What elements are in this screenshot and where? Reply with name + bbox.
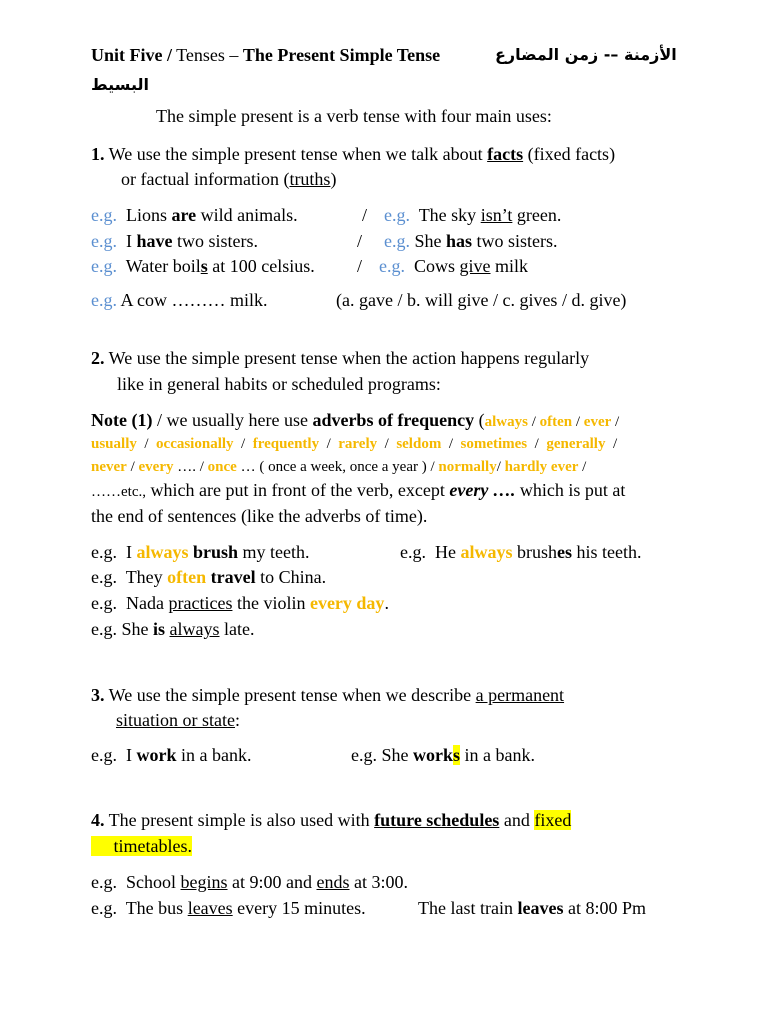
text-span: or factual information ( bbox=[121, 169, 290, 189]
adverb: seldom bbox=[396, 436, 442, 452]
text-span: at 8:00 Pm bbox=[563, 898, 646, 918]
text-span: School bbox=[126, 872, 181, 892]
eg-label: e.g. bbox=[91, 256, 117, 276]
lesson-title: The Present Simple Tense bbox=[242, 45, 441, 65]
note-line-2: usually / occasionally / frequently / rarely / seldom / sometimes / generally / bbox=[91, 436, 618, 452]
example-row-2 bbox=[91, 230, 258, 252]
text-span: ……etc., bbox=[91, 484, 146, 500]
eg-label: e.g. bbox=[91, 872, 117, 892]
adverb: always bbox=[484, 414, 528, 430]
verb: brush bbox=[193, 542, 239, 562]
eg-label: e.g. bbox=[384, 231, 410, 251]
arabic-title-cont: البسيط bbox=[91, 75, 149, 94]
text-span: in a bank. bbox=[460, 745, 535, 765]
facts-term: facts bbox=[487, 144, 524, 164]
schedule-example-1 bbox=[91, 871, 408, 893]
timetables-highlight bbox=[91, 836, 192, 856]
note-line-4 bbox=[91, 479, 625, 503]
adverb: often bbox=[167, 567, 207, 587]
example-row-2-right bbox=[384, 230, 558, 252]
eg-label: e.g. bbox=[91, 290, 117, 310]
eg-label: e.g. bbox=[91, 205, 117, 225]
arabic-title: الأزمنة –- زمن المضارع bbox=[495, 45, 677, 64]
adverb: hardly ever bbox=[504, 459, 579, 475]
state-example-1 bbox=[91, 744, 251, 766]
eg-label: e.g. bbox=[91, 542, 117, 562]
text-span: and bbox=[499, 810, 535, 830]
adverb: ever bbox=[583, 414, 612, 430]
note-line-3: never / every …. / once … ( once a week, once a year ) / normally/ hardly ever / bbox=[91, 459, 587, 475]
adverb: rarely bbox=[338, 436, 378, 452]
text-span: at 100 celsius. bbox=[207, 256, 315, 276]
verb: has bbox=[446, 231, 473, 251]
verb: begins bbox=[180, 872, 228, 892]
text-span: ( bbox=[474, 410, 485, 430]
verb: isn’t bbox=[480, 205, 513, 225]
text-span: which are put in front of the verb, except bbox=[145, 480, 450, 500]
use-number: 3. bbox=[91, 685, 105, 705]
adverb: always bbox=[136, 542, 189, 562]
verb: travel bbox=[210, 567, 256, 587]
text-span: She bbox=[414, 231, 446, 251]
note-line-5: the end of sentences (like the adverbs of time). bbox=[91, 506, 428, 526]
text-span: two sisters. bbox=[172, 231, 258, 251]
note-label: Note (1) bbox=[91, 410, 153, 430]
eg-label: e.g. bbox=[351, 745, 377, 765]
text-span: I bbox=[126, 542, 137, 562]
use-3-text: We use the simple present tense when we describe bbox=[104, 685, 476, 705]
title-line bbox=[91, 44, 440, 66]
use-4-heading bbox=[91, 809, 571, 831]
adverb: often bbox=[539, 414, 573, 430]
use-2-heading bbox=[91, 347, 589, 369]
text-span: She bbox=[117, 619, 153, 639]
text-span: at 3:00. bbox=[349, 872, 408, 892]
verb: leaves bbox=[517, 898, 564, 918]
use-2-text: We use the simple present tense when the action happens regularly bbox=[104, 348, 590, 368]
adverb: never bbox=[91, 459, 127, 475]
slash: / bbox=[357, 231, 363, 251]
text-span: The bus bbox=[125, 898, 188, 918]
text-span: ) bbox=[330, 169, 337, 189]
verb: work bbox=[136, 745, 177, 765]
use-number: 2. bbox=[91, 348, 105, 368]
text-span: Lions bbox=[126, 205, 172, 225]
text-span: milk bbox=[490, 256, 529, 276]
text-span: Water boil bbox=[125, 256, 201, 276]
question-line bbox=[91, 289, 268, 311]
text-span: to China. bbox=[255, 567, 327, 587]
text-span: . bbox=[384, 593, 389, 613]
verb: work bbox=[413, 745, 453, 765]
eg-label: e.g. bbox=[91, 745, 117, 765]
use-2-heading-cont: like in general habits or scheduled programs: bbox=[117, 374, 441, 394]
adverb: usually bbox=[91, 436, 137, 452]
adverb: every bbox=[138, 459, 174, 475]
eg-label: e.g. bbox=[91, 567, 117, 587]
verb: have bbox=[136, 231, 173, 251]
text-span: She bbox=[377, 745, 413, 765]
eg-label: e.g. bbox=[91, 593, 117, 613]
adverb: frequently bbox=[252, 436, 320, 452]
text-span: the violin bbox=[232, 593, 310, 613]
slash: / bbox=[362, 205, 368, 225]
text-span: Cows bbox=[414, 256, 460, 276]
question-options: (a. gave / b. will give / c. gives / d. give) bbox=[336, 290, 627, 310]
intro-text: The simple present is a verb tense with four main uses: bbox=[156, 106, 552, 126]
eg-label: e.g. bbox=[91, 619, 117, 639]
every-term: every …. bbox=[449, 480, 516, 500]
text-span: every 15 minutes. bbox=[232, 898, 366, 918]
habit-example-1 bbox=[91, 541, 310, 563]
verb: give bbox=[459, 256, 491, 276]
schedule-example-3 bbox=[418, 897, 646, 919]
use-3-heading-cont bbox=[116, 709, 240, 731]
verb: practices bbox=[168, 593, 233, 613]
text-span: my teeth. bbox=[238, 542, 310, 562]
text-span: : bbox=[234, 710, 240, 730]
use-1-text: We use the simple present tense when we talk about bbox=[104, 144, 488, 164]
text-span: at 9:00 and bbox=[227, 872, 317, 892]
unit-label: Unit Five / bbox=[91, 45, 172, 65]
text-span: Nada bbox=[126, 593, 169, 613]
adverb: always bbox=[460, 542, 513, 562]
adverb: occasionally bbox=[156, 436, 234, 452]
truths-term: truths bbox=[289, 169, 331, 189]
example-row-1 bbox=[91, 204, 298, 226]
time-phrase: every day bbox=[309, 593, 385, 613]
use-1-heading bbox=[91, 143, 615, 165]
habit-example-2 bbox=[91, 566, 326, 588]
schedules-term: future schedules bbox=[374, 810, 500, 830]
adverb: generally bbox=[546, 436, 606, 452]
use-4-heading-cont bbox=[91, 835, 192, 857]
habit-example-4 bbox=[91, 618, 254, 640]
adverbs-term: adverbs of frequency bbox=[312, 410, 475, 430]
text-span: / we usually here use bbox=[152, 410, 313, 430]
state-example-2 bbox=[351, 744, 535, 766]
text-span: … ( once a week, once a year ) / bbox=[236, 459, 439, 475]
adverb: sometimes bbox=[460, 436, 528, 452]
slash: / bbox=[357, 256, 363, 276]
verb-ending: s bbox=[453, 745, 461, 765]
verb-ending: s bbox=[200, 256, 208, 276]
use-number: 4. bbox=[91, 810, 105, 830]
text-span: late. bbox=[219, 619, 255, 639]
text-span: I bbox=[126, 745, 137, 765]
example-row-3-right bbox=[379, 255, 528, 277]
state-term: situation or state bbox=[116, 710, 235, 730]
adverb: normally bbox=[438, 459, 497, 475]
use-1-text-end: (fixed facts) bbox=[523, 144, 616, 164]
text-span: …. / bbox=[173, 459, 208, 475]
text-span: The last train bbox=[418, 898, 518, 918]
tenses-label: Tenses – bbox=[172, 45, 243, 65]
adverb: always bbox=[169, 619, 220, 639]
use-1-heading-cont bbox=[121, 168, 336, 190]
text-span: two sisters. bbox=[472, 231, 558, 251]
verb: is bbox=[153, 619, 166, 639]
text-span: wild animals. bbox=[196, 205, 298, 225]
text-span: I bbox=[126, 231, 137, 251]
text-span: He bbox=[435, 542, 461, 562]
habit-example-1-right bbox=[400, 541, 642, 563]
adverb: once bbox=[207, 459, 237, 475]
example-row-3 bbox=[91, 255, 315, 277]
text-span: which is put at bbox=[515, 480, 626, 500]
verb: ends bbox=[316, 872, 350, 892]
eg-label: e.g. bbox=[91, 898, 117, 918]
permanent-term: a permanent bbox=[475, 685, 565, 705]
text-span: his teeth. bbox=[572, 542, 642, 562]
use-3-heading bbox=[91, 684, 564, 706]
note-line-1: Note (1) / we usually here use adverbs of frequency (always / often / ever / bbox=[91, 410, 620, 430]
example-row-1-right bbox=[384, 204, 561, 226]
schedule-example-2 bbox=[91, 897, 366, 919]
verb: leaves bbox=[187, 898, 233, 918]
text-span: in a bank. bbox=[176, 745, 252, 765]
text-span: green. bbox=[512, 205, 562, 225]
eg-label: e.g. bbox=[384, 205, 410, 225]
eg-label: e.g. bbox=[379, 256, 405, 276]
verb: are bbox=[171, 205, 197, 225]
use-number: 1. bbox=[91, 144, 105, 164]
timetables-term: timetables. bbox=[113, 836, 192, 856]
fixed-term: fixed bbox=[534, 810, 572, 830]
eg-label: e.g. bbox=[91, 231, 117, 251]
question-text: A cow ……… milk. bbox=[117, 290, 268, 310]
text-span: They bbox=[125, 567, 168, 587]
text-span: The sky bbox=[418, 205, 481, 225]
eg-label: e.g. bbox=[400, 542, 426, 562]
verb-ending: es bbox=[557, 542, 573, 562]
habit-example-3 bbox=[91, 592, 389, 614]
use-4-text: The present simple is also used with bbox=[104, 810, 375, 830]
verb: brush bbox=[512, 542, 558, 562]
